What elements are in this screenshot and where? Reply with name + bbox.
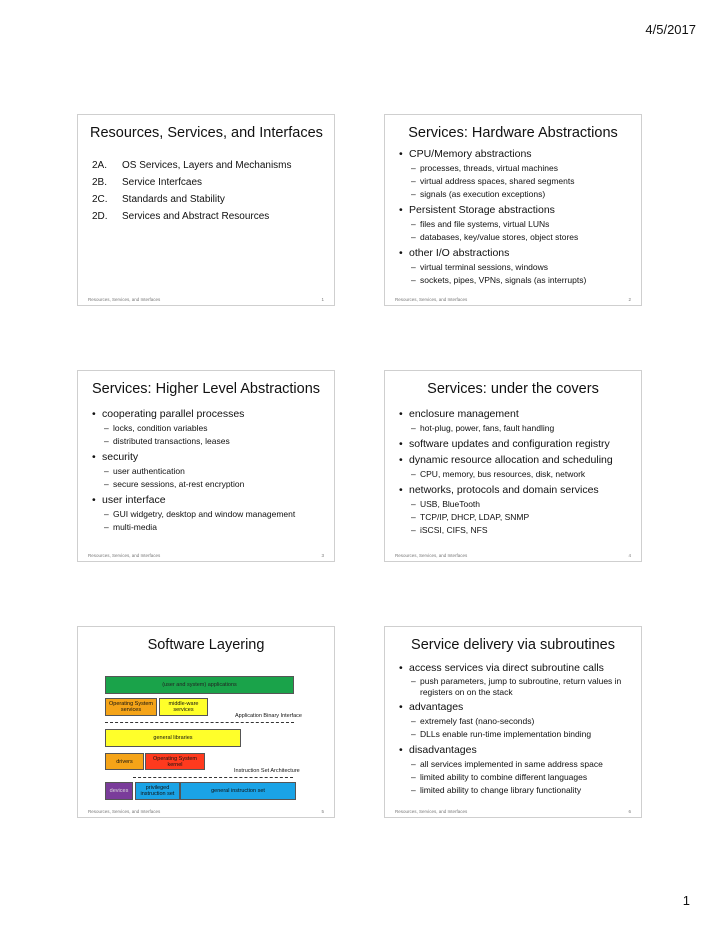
list-item: – locks, condition variables (102, 422, 322, 435)
slide-title: Services: Higher Level Abstractions (91, 381, 321, 397)
bullet-list (397, 661, 629, 797)
list-item: – sockets, pipes, VPNs, signals (as interrupts) (409, 274, 629, 287)
list-item: – DLLs enable run-time implementation binding (409, 728, 629, 741)
slide-title: Service delivery via subroutines (411, 637, 615, 653)
slide-number: 1 (321, 297, 324, 302)
list-item: • cooperating parallel processes – locks, condition variables – distributed transactions, leases (90, 407, 322, 448)
privileged-isa-block: privileged instruction set (135, 782, 180, 800)
layering-diagram (78, 627, 334, 817)
numbered-list (92, 157, 322, 225)
list-item: – virtual terminal sessions, windows (409, 261, 629, 274)
kernel-block: Operating System kernel (145, 753, 205, 770)
slide-footer: Resources, Services, and Interfaces (395, 553, 468, 558)
list-item: – processes, threads, virtual machines (409, 162, 629, 175)
slide-title: Software Layering (147, 637, 265, 653)
isa-label: Instruction Set Architecture (234, 768, 300, 774)
list-item: • security – user authentication – secure sessions, at-rest encryption (90, 450, 322, 491)
os-services-block: Operating System services (105, 698, 157, 716)
list-item: – secure sessions, at-rest encryption (102, 478, 322, 491)
slide-footer: Resources, Services, and Interfaces (88, 553, 161, 558)
list-item: – multi-media (102, 521, 322, 534)
list-item: – limited ability to combine different languages (409, 771, 629, 784)
libraries-block: general libraries (105, 729, 241, 747)
slide-footer: Resources, Services, and Interfaces (395, 809, 468, 814)
list-item: – databases, key/value stores, object stores (409, 231, 629, 244)
page-number: 1 (682, 893, 690, 908)
list-item: • enclosure management – hot-plug, power, fans, fault handling (397, 407, 629, 435)
list-item: • access services via direct subroutine calls – push parameters, jump to subroutine, return values in registers on on the stack (397, 661, 629, 698)
slide-title: Services: under the covers (427, 381, 599, 397)
drivers-block: drivers (105, 753, 144, 770)
slide-footer: Resources, Services, and Interfaces (88, 297, 161, 302)
list-item: • dynamic resource allocation and scheduling – CPU, memory, bus resources, disk, network (397, 453, 629, 481)
slide-footer: Resources, Services, and Interfaces (88, 809, 161, 814)
list-item: – TCP/IP, DHCP, LDAP, SNMP (409, 511, 629, 524)
list-item: – user authentication (102, 465, 322, 478)
list-item: • software updates and configuration registry (397, 437, 629, 451)
slide-title: Services: Hardware Abstractions (408, 125, 618, 141)
list-item: – files and file systems, virtual LUNs (409, 218, 629, 231)
slide-5 (77, 626, 335, 818)
list-item: 2A. OS Services, Layers and Mechanisms (92, 160, 292, 171)
apps-block: (user and system) applications (105, 676, 294, 694)
slide-title: Resources, Services, and Interfaces (90, 125, 323, 141)
devices-block: devices (105, 782, 133, 800)
list-item: – push parameters, jump to subroutine, return values in registers on on the stack (409, 676, 629, 698)
abi-label: Application Binary Interface (235, 713, 302, 719)
slide-number: 5 (321, 809, 324, 814)
slide-number: 6 (628, 809, 631, 814)
list-item: • Persistent Storage abstractions – files and file systems, virtual LUNs – databases, key/value stores, object stores (397, 203, 629, 244)
list-item: 2B. Service Interfcaes (92, 177, 203, 188)
list-item: – GUI widgetry, desktop and window management (102, 508, 322, 521)
general-isa-block: general instruction set (180, 782, 296, 800)
list-item: – signals (as execution exceptions) (409, 188, 629, 201)
slide-number: 4 (628, 553, 631, 558)
list-item: • user interface – GUI widgetry, desktop and window management – multi-media (90, 493, 322, 534)
bullet-list (90, 407, 322, 534)
slide-footer: Resources, Services, and Interfaces (395, 297, 468, 302)
header-date: 4/5/2017 (645, 22, 696, 37)
bullet-list (397, 147, 629, 287)
slide-1 (77, 114, 335, 306)
list-item: – CPU, memory, bus resources, disk, network (409, 468, 629, 481)
list-item: • advantages – extremely fast (nano-seconds) – DLLs enable run-time implementation binding (397, 700, 629, 741)
list-item: – extremely fast (nano-seconds) (409, 715, 629, 728)
list-item: • disadvantages – all services implemented in same address space – limited ability to combine different languages – limited ability to change library functionality (397, 743, 629, 797)
list-item: • networks, protocols and domain services – USB, BlueTooth – TCP/IP, DHCP, LDAP, SNMP – iSCSI, CIFS, NFS (397, 483, 629, 537)
slide-4 (384, 370, 642, 562)
list-item: – distributed transactions, leases (102, 435, 322, 448)
bullet-list (397, 407, 629, 537)
slide-number: 2 (628, 297, 631, 302)
middleware-block: middle-ware services (159, 698, 208, 716)
slide-6 (384, 626, 642, 818)
slide-3 (77, 370, 335, 562)
slide-number: 3 (321, 553, 324, 558)
list-item: – iSCSI, CIFS, NFS (409, 524, 629, 537)
list-item: 2D. Services and Abstract Resources (92, 211, 270, 222)
list-item: • other I/O abstractions – virtual terminal sessions, windows – sockets, pipes, VPNs, signals (as interrupts) (397, 246, 629, 287)
list-item: – USB, BlueTooth (409, 498, 629, 511)
isa-line (133, 777, 293, 778)
list-item: – all services implemented in same address space (409, 758, 629, 771)
list-item: • CPU/Memory abstractions – processes, threads, virtual machines – virtual address spaces, shared segments – signals (as execution exceptions) (397, 147, 629, 201)
slide-2 (384, 114, 642, 306)
list-item: 2C. Standards and Stability (92, 194, 225, 205)
list-item: – limited ability to change library functionality (409, 784, 629, 797)
list-item: – virtual address spaces, shared segments (409, 175, 629, 188)
list-item: – hot-plug, power, fans, fault handling (409, 422, 629, 435)
abi-line (105, 722, 294, 723)
